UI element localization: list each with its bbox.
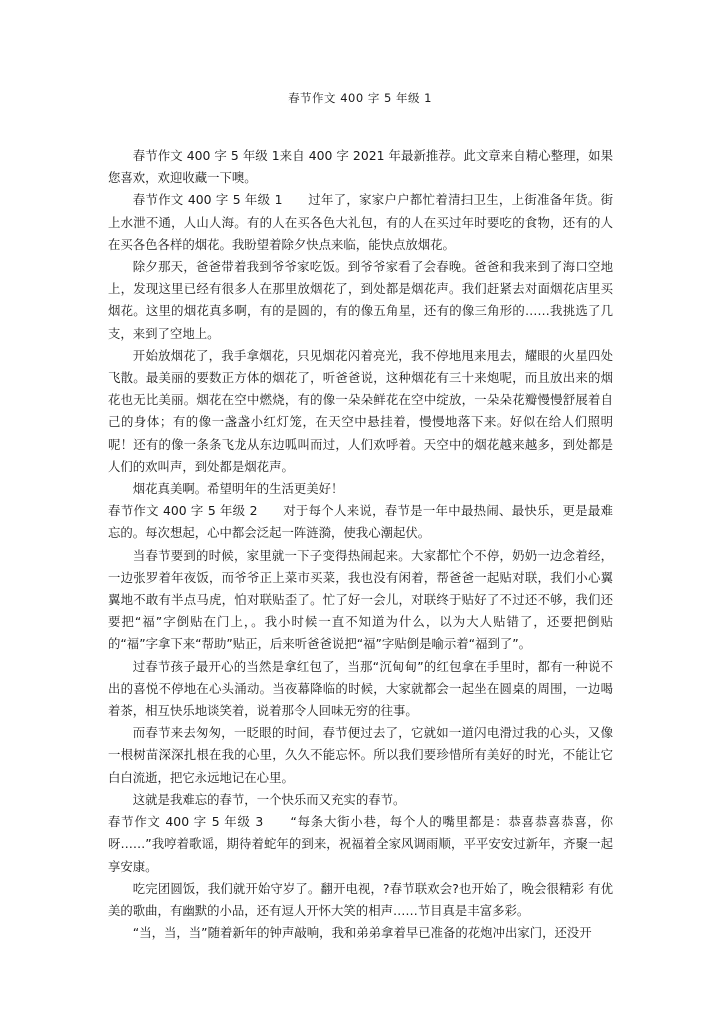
- document-body: [108, 145, 613, 944]
- paragraph: 烟花真美啊。希望明年的生活更美好！: [132, 481, 344, 497]
- paragraph: 春节作文 400 字 5 年级 1来自 400 字 2021 年最新推荐。此文章来自精心整理，如果您喜欢，欢迎收藏一下噢。: [108, 148, 613, 186]
- page-title: 春节作文 400 字 5 年级 1: [288, 91, 432, 105]
- paragraph: 春节作文 400 字 5 年级 3 “每条大街小巷，每个人的嘴里都是：恭喜恭喜恭喜，你呀……”我哼着歌谣，期待着蛇年的到来，祝福着全家风调雨顺，平平安安过新年，齐聚一起享安康。: [108, 814, 613, 874]
- paragraph: 吃完团圆饭，我们就开始守岁了。翻开电视，?春节联欢会?也开始了，晚会很精彩 有优美的歌曲，有幽默的小品，还有逗人开怀大笑的相声……节目真是丰富多彩。: [108, 880, 613, 918]
- paragraph: 开始放烟花了，我手拿烟花，只见烟花闪着亮光，我不停地甩来甩去，耀眼的火星四处飞散。最美丽的要数正方体的烟花了，听爸爸说，这种烟花有三十来炮呢，而且放出来的烟花也无比美丽。烟花在空中燃烧，有的像一朵朵鲜花在空中绽放，一朵朵花瓣慢慢舒展着自己的身体；有的像一盏盏小红灯笼，在天空中悬挂着，慢慢地落下来。好似在给人们照明呢！还有的像一条条飞龙从东边呱叫而过，人们欢呼着。天空中的烟花越来越多，到处都是人们的欢叫声，到处都是烟花声。: [108, 347, 613, 474]
- paragraph: 春节作文 400 字 5 年级 2 对于每个人来说，春节是一年中最热闹、最快乐，更是最难忘的。每次想起，心中都会泛起一阵涟漪，使我心潮起伏。: [108, 503, 613, 541]
- paragraph: 春节作文 400 字 5 年级 1 过年了，家家户户都忙着清扫卫生，上街准备年货。街上水泄不通，人山人海。有的人在买各色大礼包，有的人在买过年时要吃的食物，还有的人在买各色各样的烟花。我盼望着除夕快点来临，能快点放烟花。: [108, 192, 613, 252]
- paragraph: 而春节来去匆匆，一眨眼的时间，春节便过去了，它就如一道闪电滑过我的心头，又像一根树苗深深扎根在我的心里，久久不能忘怀。所以我们要珍惜所有美好的时光，不能让它白白流逝，把它永远地记在心里。: [108, 725, 613, 785]
- paragraph: 过春节孩子最开心的当然是拿红包了，当那“沉甸甸”的红包拿在手里时，都有一种说不出的喜悦不停地在心头涌动。当夜幕降临的时候，大家就都会一起坐在圆桌的周围，一边喝着茶，相互快乐地谈笑着，说着那令人回味无穷的往事。: [108, 658, 613, 719]
- paragraph: 当春节要到的时候，家里就一下子变得热闹起来。大家都忙个不停，奶奶一边念着经，一边张罗着年夜饭，而爷爷正上菜市买菜，我也没有闲着，帮爸爸一起贴对联，我们小心翼翼地不敢有半点马虎，怕对联贴歪了。忙了好一会儿，对联终于贴好了不过还不够，我们还要把“福”字倒贴在门上，。我小时候一直不知道为什么，以为大人贴错了，还要把倒贴的“福”字拿下来“帮助”贴正，后来听爸爸说把“福”字贴倒是喻示着“福到了”。: [108, 547, 613, 652]
- paragraph: “当，当，当”随着新年的钟声敲响，我和弟弟拿着早已准备的花炮冲出家门，还没开: [132, 925, 592, 941]
- paragraph: 除夕那天，爸爸带着我到爷爷家吃饭。到爷爷家看了会春晚。爸爸和我来到了海口空地上，发现这里已经有很多人在那里放烟花了，到处都是烟花声。我们赶紧去对面烟花店里买烟花。这里的烟花真多啊，有的是圆的，有的像五角星，还有的像三角形的……我挑选了几支，来到了空地上。: [108, 259, 613, 341]
- paragraph: 这就是我难忘的春节，一个快乐而又充实的春节。: [132, 791, 406, 807]
